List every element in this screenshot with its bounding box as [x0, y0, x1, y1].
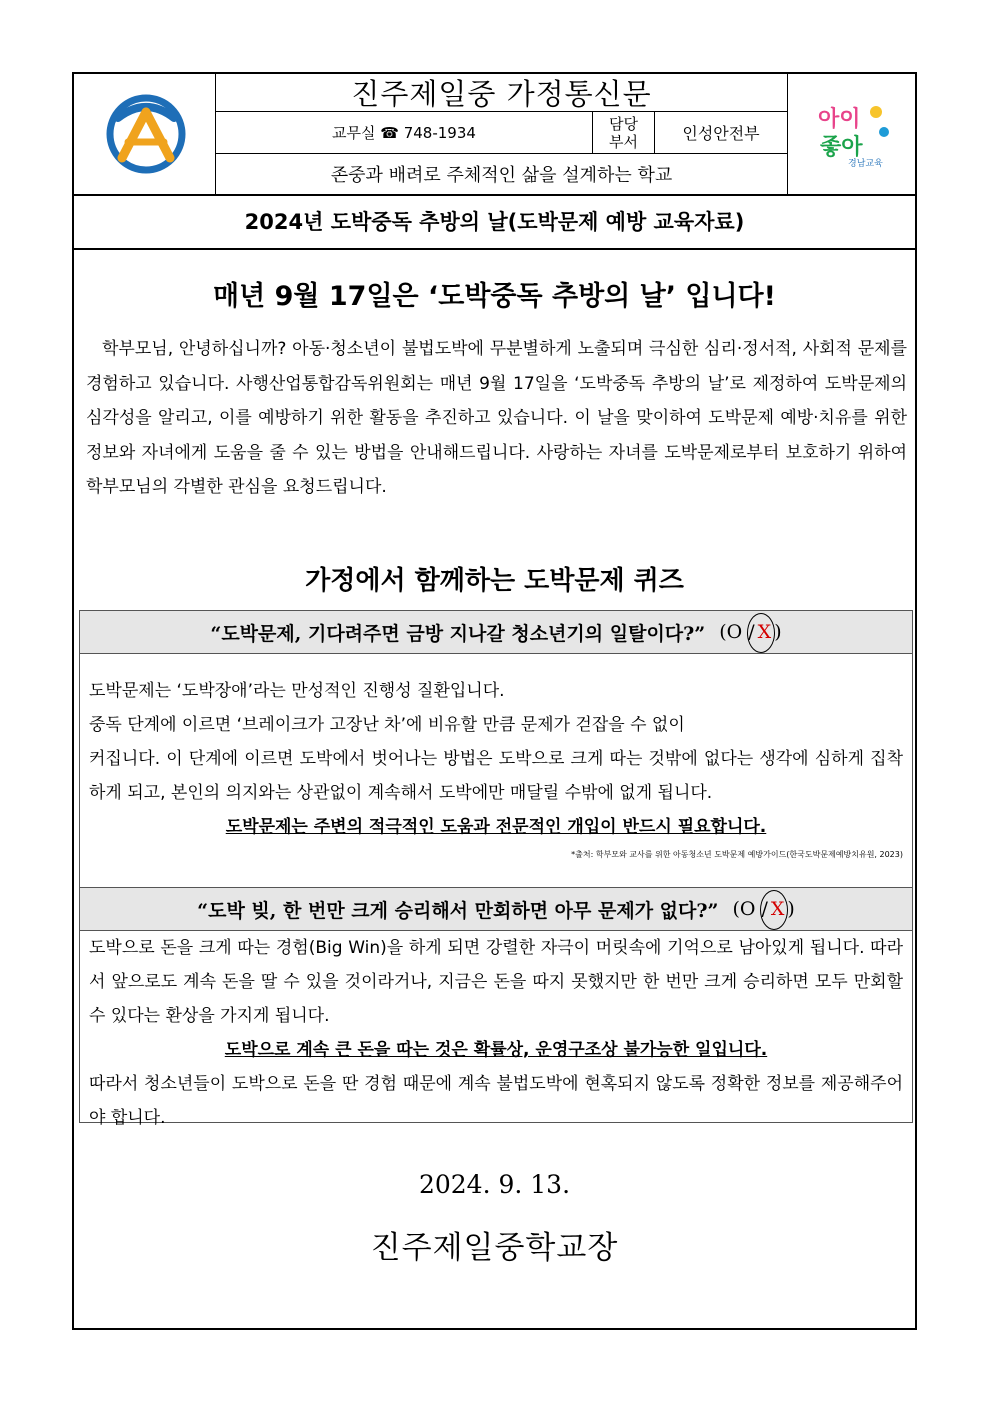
quiz-box-2	[79, 887, 913, 1128]
contact-row	[216, 112, 787, 154]
letterhead	[74, 74, 915, 196]
document-frame	[72, 72, 917, 1330]
answer-emphasis: 도박문제는 주변의 적극적인 도움과 전문적인 개입이 반드시 필요합니다.	[225, 817, 767, 837]
quiz-question-1: “도박문제, 기다려주면 금방 지나갈 청소년기의 일탈이다?” (O / X )	[80, 611, 912, 654]
school-emblem-icon	[74, 74, 216, 194]
quiz-title: 가정에서 함께하는 도박문제 퀴즈	[305, 566, 684, 596]
source-note: *출처: 학부모와 교사를 위한 아동청소년 도박문제 예방가이드(한국도박문제예방치유원, 2023)	[571, 850, 903, 859]
quiz-answer-2	[80, 931, 912, 1135]
svg-text:아이: 아이	[818, 107, 861, 132]
svg-text:좋아: 좋아	[820, 135, 863, 160]
answer-closing: 따라서 청소년들이 도박으로 돈을 딴 경험 때문에 계속 불법도박에 현혹되지 않도록 정확한 정보를 제공해주어야 합니다.	[89, 1074, 903, 1128]
quiz-box-1	[79, 610, 913, 888]
answer-line: 중독 단계에 이르면 ‘브레이크가 고장난 차’에 비유할 만큼 문제가 걷잡을 수 없이	[89, 715, 685, 735]
answer-line: 도박으로 돈을 크게 따는 경험(Big Win)을 하게 되면 강렬한 자극이 머릿속에 기억으로 남아있게 됩니다. 따라서 앞으로도 계속 돈을 딸 수 있을 것이라거나, 지금은 돈을 따지 못했지만 한 번만 크게 승리하면 모두 만회할 수 있다는 환상을 가지게 됩니다.	[89, 938, 903, 1026]
ox-answer: (O / X )	[719, 621, 782, 643]
answer-x-circled: X	[755, 621, 775, 643]
issue-date: 2024. 9. 13.	[418, 1170, 571, 1199]
department-name: 인성안전부	[682, 124, 760, 143]
answer-line: 도박문제는 ‘도박장애’라는 만성적인 진행성 질환입니다.	[89, 681, 505, 701]
school-logo	[74, 74, 216, 194]
education-logo-icon	[788, 74, 916, 194]
signer: 진주제일중학교장	[370, 1230, 619, 1266]
letterhead-center	[216, 74, 787, 194]
answer-x-circled: X	[768, 898, 788, 920]
answer-emphasis: 도박으로 계속 큰 돈을 따는 것은 확률상, 운영구조상 불가능한 일입니다.	[224, 1040, 768, 1060]
quiz-answer-1	[80, 654, 912, 862]
letter-subject: 2024년 도박중독 추방의 날(도박문제 예방 교육자료)	[74, 194, 915, 250]
department-label: 담당 부서	[593, 112, 655, 153]
answer-line: 커집니다. 이 단계에 이르면 도박에서 벗어나는 방법은 도박으로 크게 따는 것밖에 없다는 생각에 심하게 집착하게 되고, 본인의 의지와는 상관없이 계속해서 도박에만 매달릴 수밖에 없게 됩니다.	[89, 749, 903, 803]
education-office-logo	[787, 74, 915, 194]
headline: 매년 9월 17일은 ‘도박중독 추방의 날’ 입니다!	[213, 281, 776, 312]
letter-title: 진주제일중 가정통신문	[216, 74, 787, 112]
ox-answer: (O / X )	[732, 898, 795, 920]
school-motto: 존중과 배려로 주체적인 삶을 설계하는 학교	[330, 165, 673, 186]
intro-paragraph: 학부모님, 안녕하십니까? 아동·청소년이 불법도박에 무분별하게 노출되며 극심한 심리·정서적, 사회적 문제를 경험하고 있습니다. 사행산업통합감독위원회는 매년 9월 17일을 ‘도박중독 추방의 날’로 제정하여 도박문제의 심각성을 알리고, 이를 예방하기 위한 활동을 추진하고 있습니다. 이 날을 맞이하여 도박문제 예방·치유를 위한 정보와 자녀에게 도움을 줄 수 있는 방법을 안내해드립니다. 사랑하는 자녀를 도박문제로부터 보호하기 위하여 학부모님의 각별한 관심을 요청드립니다.	[86, 339, 907, 497]
svg-text:경남교육: 경남교육	[848, 159, 883, 169]
office-phone: 교무실 ☎ 748-1934	[216, 112, 593, 153]
quiz-question-2: “도박 빚, 한 번만 크게 승리해서 만회하면 아무 문제가 없다?” (O / X )	[80, 888, 912, 931]
